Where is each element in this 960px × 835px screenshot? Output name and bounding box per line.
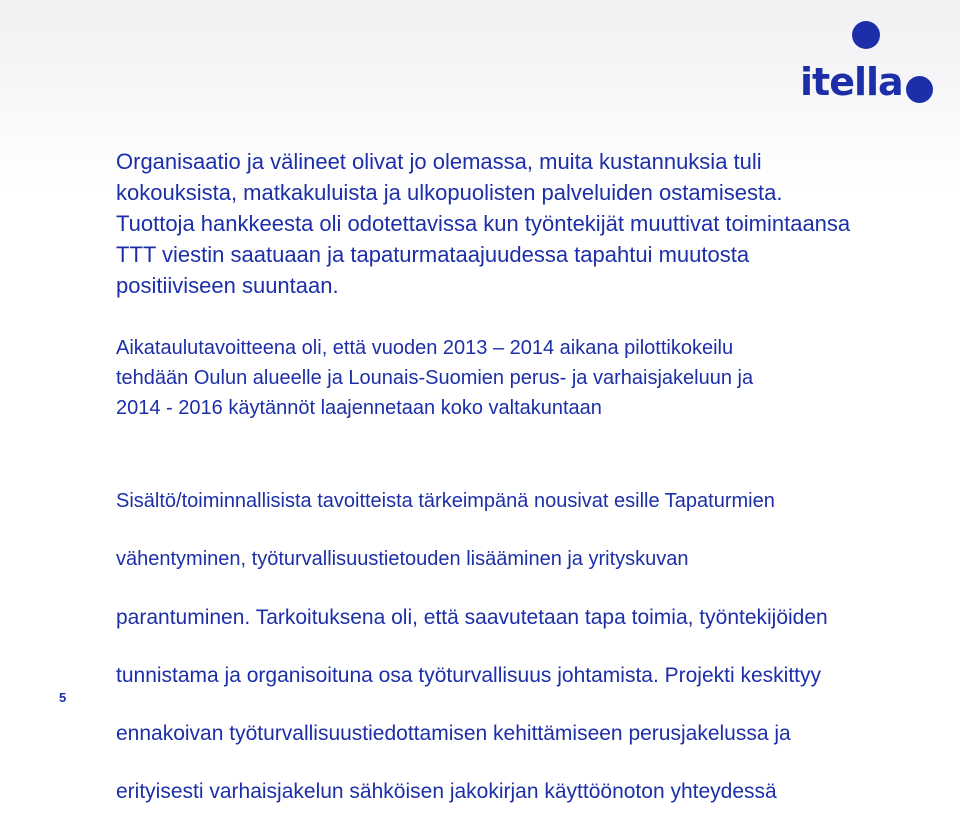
itella-logo bbox=[796, 14, 946, 114]
paragraph-line: erityisesti varhaisjakelun sähköisen jakokirjan käyttöönoton yhteydessä bbox=[116, 780, 777, 803]
logo-dot-top bbox=[852, 21, 880, 49]
paragraph-content-goals bbox=[116, 458, 828, 835]
paragraph-costs: Organisaatio ja välineet olivat jo olemassa, muita kustannuksia tuli kokouksista, matkakuluista ja ulkopuolisten palveluiden ostamisesta. Tuottoja hankkeesta oli odotettavissa kun työntekijät muuttivat toimintaansa TTT viestin saatuaan ja tapaturmataajuudessa tapahtui muutosta positiiviseen suuntaan. bbox=[116, 149, 851, 298]
paragraph-line: tunnistama ja organisoituna osa työturvallisuus johtamista. Projekti keskittyy bbox=[116, 664, 821, 687]
paragraph-line: Sisältö/toiminnallisista tavoitteista tärkeimpänä nousivat esille Tapaturmien bbox=[116, 490, 775, 512]
logo-dot-right bbox=[906, 76, 933, 103]
logo-text: itella bbox=[800, 60, 903, 104]
paragraph-line: parantuminen. Tarkoituksena oli, että saavutetaan tapa toimia, työntekijöiden bbox=[116, 606, 828, 629]
page-number: 5 bbox=[59, 690, 67, 705]
paragraph-line: vähentyminen, työturvallisuustietouden lisääminen ja yrityskuvan bbox=[116, 548, 689, 570]
paragraph-schedule: Aikataulutavoitteena oli, että vuoden 2013 – 2014 aikana pilottikokeilu tehdään Oulun alueelle ja Lounais-Suomien perus- ja varhaisjakeluun ja 2014 - 2016 käytännöt laajennetaan koko valtakuntaan bbox=[116, 337, 754, 419]
paragraph-line: ennakoivan työturvallisuustiedottamisen kehittämiseen perusjakelussa ja bbox=[116, 722, 791, 745]
